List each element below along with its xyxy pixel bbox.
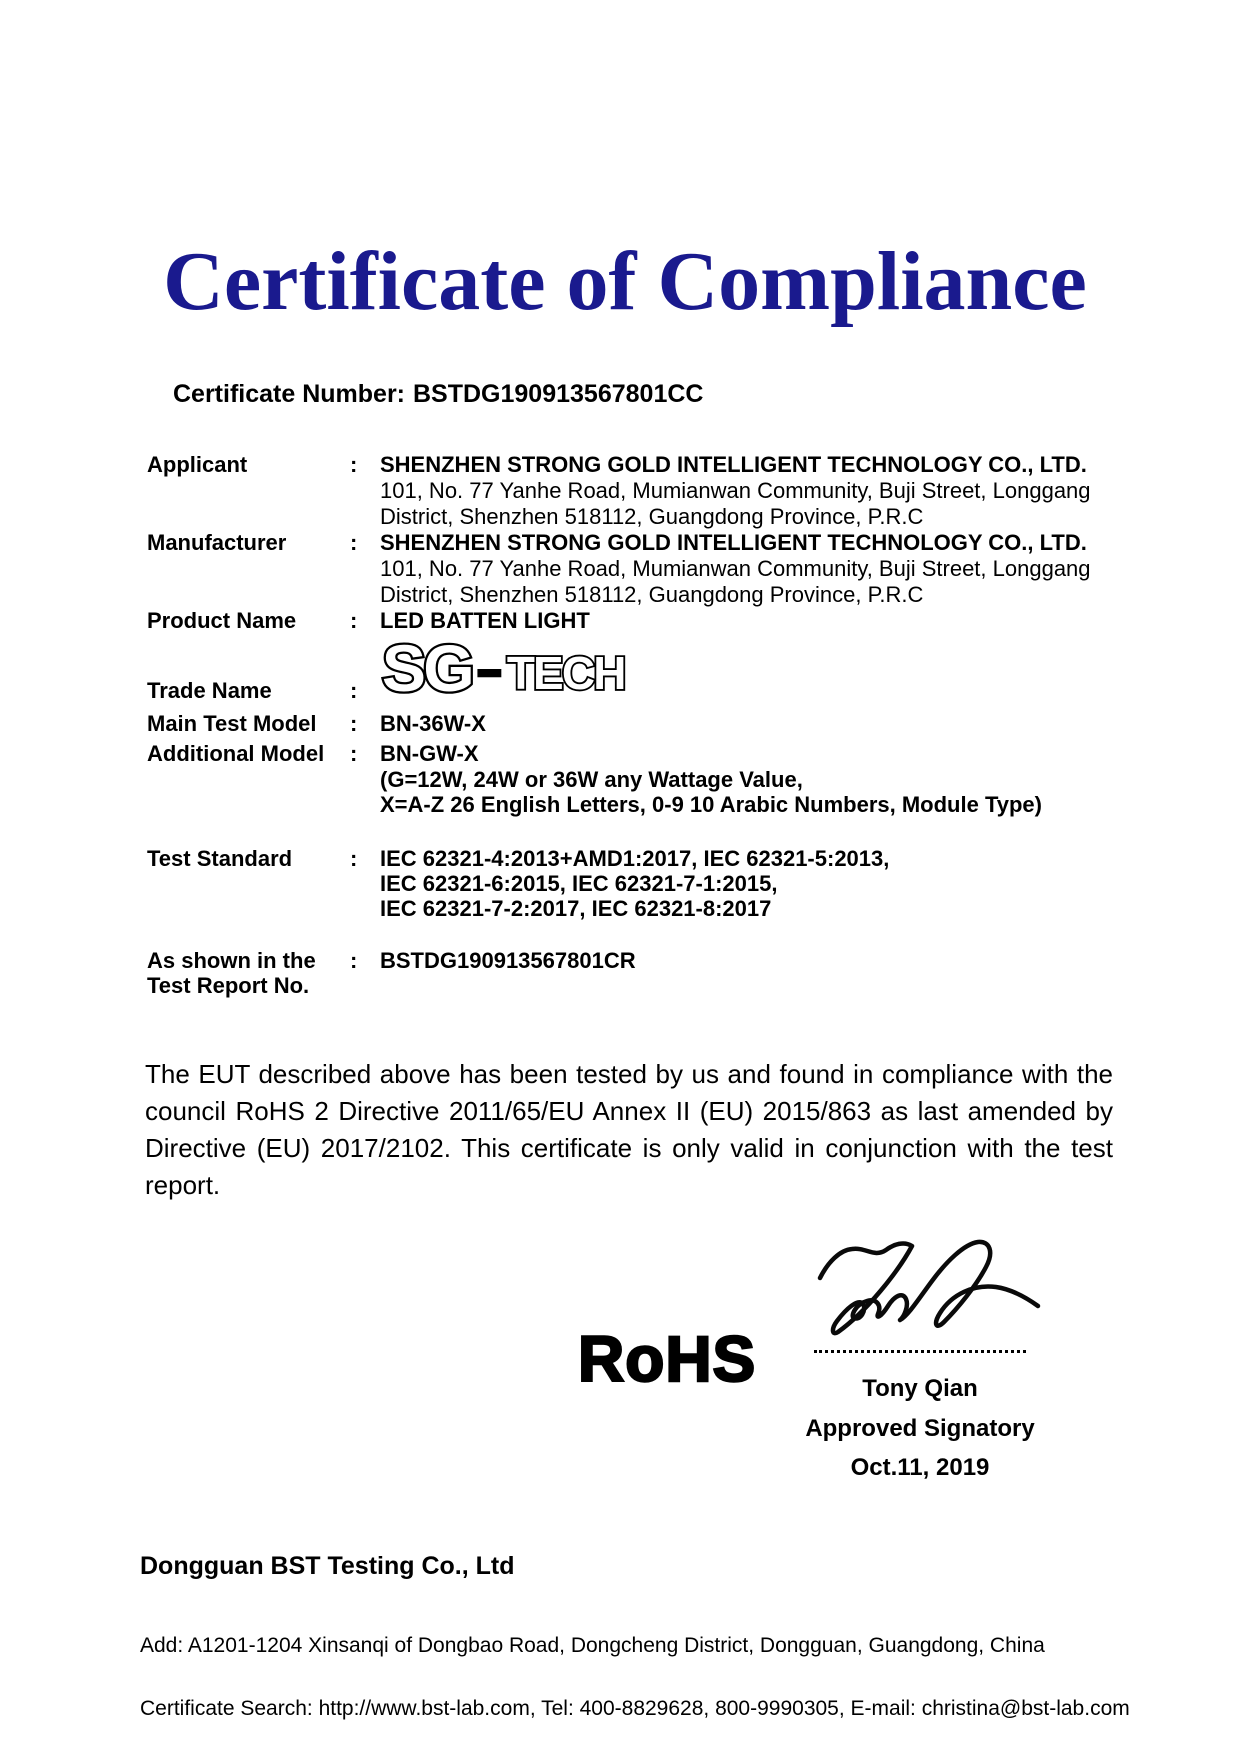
compliance-statement: The EUT described above has been tested by us and found in compliance with the council RoHS 2 Directive 2011/65/EU Annex II (EU) 2015/863 as last amended by Directive (EU) 2017/2102. This certificate is only valid in conjunction with the test report.: [145, 1059, 1113, 1200]
signature-dotted-line: [814, 1350, 1026, 1353]
trade-name-label: Trade Name: [147, 678, 272, 703]
additional-model-note-line1: (G=12W, 24W or 36W any Wattage Value,: [380, 767, 803, 792]
applicant-address-line2: District, Shenzhen 518112, Guangdong Province, P.R.C: [380, 504, 924, 529]
product-name-label: Product Name: [147, 608, 297, 633]
applicant-address-line1: 101, No. 77 Yanhe Road, Mumianwan Community, Buji Street, Longgang: [380, 478, 1091, 503]
test-standard-line3: IEC 62321-7-2:2017, IEC 62321-8:2017: [380, 896, 772, 921]
field-row-trade-name: [147, 630, 1137, 704]
fields-block: [147, 452, 1137, 634]
applicant-label: Applicant: [147, 452, 248, 477]
additional-model-colon: :: [350, 741, 358, 766]
manufacturer-label: Manufacturer: [147, 530, 287, 555]
test-report-label-line1: As shown in the: [147, 948, 316, 973]
sg-tech-logo: [380, 634, 630, 704]
signer-title: Approved Signatory: [805, 1415, 1035, 1442]
test-standard-line1: IEC 62321-4:2013+AMD1:2017, IEC 62321-5:2013,: [380, 846, 890, 871]
signature-block: [784, 1374, 1056, 1483]
test-report-label-line2: Test Report No.: [147, 973, 310, 998]
main-test-model-label: Main Test Model: [147, 711, 317, 736]
lab-address: Add: A1201-1204 Xinsanqi of Dongbao Road, Dongcheng District, Dongguan, Guangdong, China: [140, 1634, 1045, 1657]
applicant-name: SHENZHEN STRONG GOLD INTELLIGENT TECHNOLOGY CO., LTD.: [380, 452, 1087, 477]
signature-date: Oct.11, 2019: [850, 1454, 990, 1481]
lab-contact: Certificate Search: http://www.bst-lab.com, Tel: 400-8829628, 800-9990305, E-mail: christina@bst-lab.com: [140, 1697, 1130, 1720]
test-standard-line2: IEC 62321-6:2015, IEC 62321-7-1:2015,: [380, 871, 778, 896]
certificate-number-line: [173, 380, 703, 408]
test-standard-label: Test Standard: [147, 846, 293, 871]
additional-model-value: BN-GW-X: [380, 741, 479, 766]
manufacturer-colon: :: [350, 530, 358, 555]
additional-model-label: Additional Model: [147, 741, 325, 766]
test-report-value: BSTDG190913567801CR: [380, 948, 636, 973]
manufacturer-address-line1: 101, No. 77 Yanhe Road, Mumianwan Community, Buji Street, Longgang: [380, 556, 1091, 581]
additional-model-note-line2: X=A-Z 26 English Letters, 0-9 10 Arabic Numbers, Module Type): [380, 792, 1042, 817]
applicant-colon: :: [350, 452, 358, 477]
logo-text-sg: SG: [381, 634, 472, 704]
signature-image: [806, 1234, 1046, 1344]
lab-company-name: Dongguan BST Testing Co., Ltd: [140, 1552, 515, 1580]
certificate-number-label: Certificate Number:: [173, 380, 405, 408]
field-row-applicant: [147, 452, 1137, 530]
main-test-model-value: BN-36W-X: [380, 711, 486, 736]
field-row-main-test-model: [147, 711, 1137, 737]
trade-name-colon: :: [350, 678, 358, 703]
certificate-number-value: BSTDG190913567801CC: [413, 380, 704, 408]
field-row-test-standard: [147, 846, 1137, 921]
page-title: Certificate of Compliance: [163, 235, 1087, 328]
manufacturer-address-line2: District, Shenzhen 518112, Guangdong Province, P.R.C: [380, 582, 924, 607]
logo-dash-icon: [477, 669, 501, 677]
signer-name: Tony Qian: [862, 1375, 978, 1402]
field-row-additional-model: [147, 741, 1137, 817]
signature-stroke: [820, 1242, 1038, 1333]
manufacturer-name: SHENZHEN STRONG GOLD INTELLIGENT TECHNOLOGY CO., LTD.: [380, 530, 1087, 555]
main-test-model-colon: :: [350, 711, 358, 736]
logo-text-tech: TECH: [506, 647, 625, 700]
product-name-value: LED BATTEN LIGHT: [380, 608, 590, 633]
rohs-mark: RoHS: [578, 1323, 757, 1395]
field-row-manufacturer: [147, 530, 1137, 608]
test-report-colon: :: [350, 948, 358, 973]
product-name-colon: :: [350, 608, 358, 633]
field-row-test-report: [147, 948, 1137, 998]
test-standard-colon: :: [350, 846, 358, 871]
